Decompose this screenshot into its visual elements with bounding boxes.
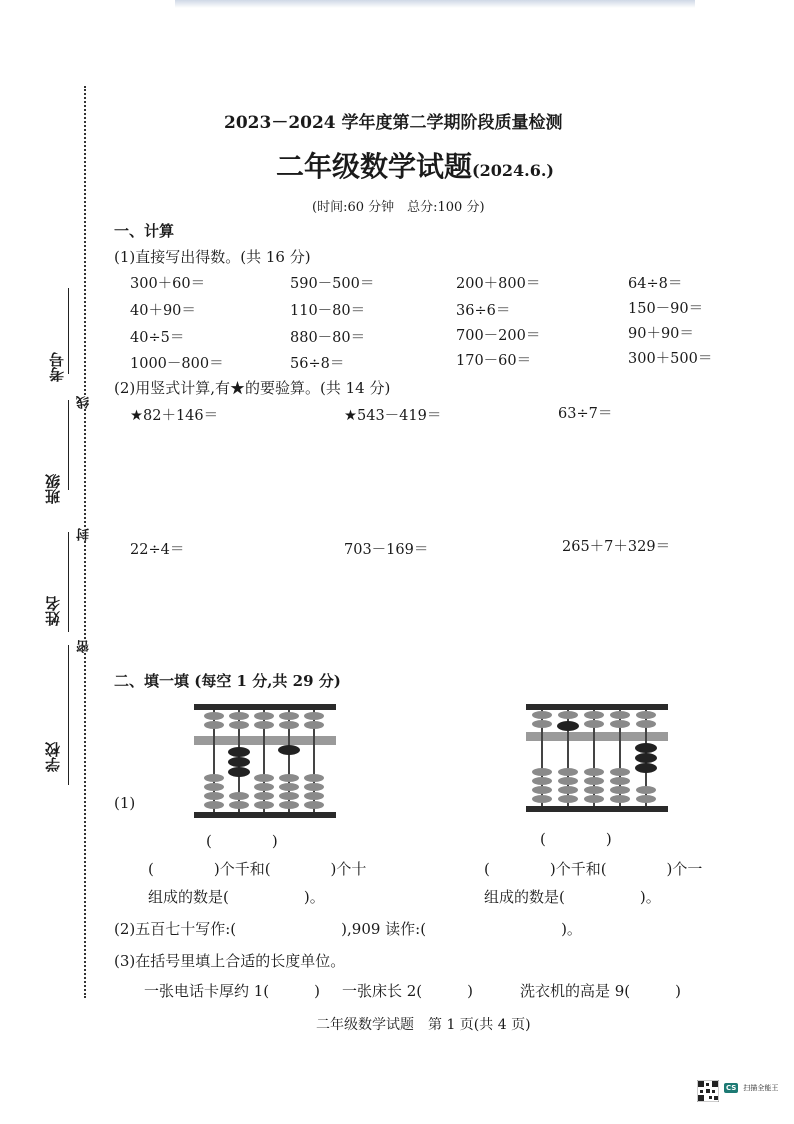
vertical-calc-item: 63÷7＝	[558, 406, 613, 422]
class-blank[interactable]	[68, 400, 69, 490]
abacus-left-compose[interactable]: 组成的数是( )。	[148, 888, 325, 906]
s1-q2-title: (2)用竖式计算,有★的要验算。(共 14 分)	[114, 379, 391, 397]
school-blank[interactable]	[68, 645, 69, 785]
calc-item: 590－500＝	[290, 276, 375, 292]
name-label: 姓名	[44, 596, 62, 626]
scanner-watermark	[724, 1083, 784, 1101]
exam-title-row	[276, 145, 554, 185]
s1-q1-title: (1)直接写出得数。(共 16 分)	[114, 248, 311, 266]
school-label: 学校	[44, 742, 62, 772]
abacus-left-fill[interactable]: ( )个千和( )个十	[148, 860, 367, 878]
abacus-right-answer[interactable]: ( )	[540, 830, 612, 848]
s2-q2[interactable]: (2)五百七十写作:( ),909 读作:( )。	[114, 920, 582, 938]
calc-item: 40＋90＝	[130, 303, 196, 319]
section1-title: 一、计算	[114, 222, 175, 240]
exam-note: (时间:60 分钟 总分:100 分)	[312, 200, 485, 215]
seal-xian: 线	[77, 396, 92, 409]
exam-subtitle: 2023－2024 学年度第二学期阶段质量检测	[224, 113, 563, 133]
length-unit-item[interactable]: 洗衣机的高是 9( )	[520, 982, 682, 1000]
abacus-right-compose[interactable]: 组成的数是( )。	[484, 888, 661, 906]
s2-q3-title: (3)在括号里填上合适的长度单位。	[114, 952, 346, 970]
exam-no-label: 考号	[48, 352, 66, 382]
abacus-right-image	[524, 702, 670, 814]
calc-item: 300＋60＝	[130, 276, 206, 292]
seal-mi: 密	[77, 640, 92, 653]
binding-dotted-line	[84, 86, 86, 998]
calc-item: 36÷6＝	[456, 303, 511, 319]
calc-item: 1000－800＝	[130, 356, 224, 372]
calc-item: 200＋800＝	[456, 276, 541, 292]
vertical-calc-item: ★82＋146＝	[130, 408, 219, 424]
calc-item: 90＋90＝	[628, 326, 694, 342]
calc-item: 110－80＝	[290, 303, 366, 319]
vertical-calc-item: 703－169＝	[344, 542, 429, 558]
length-unit-item[interactable]: 一张电话卡厚约 1( )	[144, 982, 321, 1000]
vertical-calc-item: ★543－419＝	[344, 408, 442, 424]
length-unit-item[interactable]: 一张床长 2( )	[342, 982, 474, 1000]
abacus-left-answer[interactable]: ( )	[206, 832, 278, 850]
vertical-calc-item: 265＋7＋329＝	[562, 539, 671, 555]
calc-item: 700－200＝	[456, 328, 541, 344]
calc-item: 150－90＝	[628, 301, 704, 317]
s2-q1-label: (1)	[114, 794, 136, 812]
page-footer: 二年级数学试题 第 1 页(共 4 页)	[316, 1017, 531, 1033]
abacus-left-image	[192, 702, 338, 820]
qr-code-icon	[697, 1080, 719, 1102]
calc-item: 40÷5＝	[130, 330, 185, 346]
vertical-calc-item: 22÷4＝	[130, 542, 185, 558]
calc-item: 64÷8＝	[628, 276, 683, 292]
scanner-badge-icon: CS	[726, 1084, 737, 1092]
class-label: 班级	[44, 474, 62, 504]
calc-item: 880－80＝	[290, 330, 366, 346]
calc-item: 300＋500＝	[628, 351, 713, 367]
exam-title: 二年级数学试题	[276, 150, 473, 183]
calc-item: 56÷8＝	[290, 356, 345, 372]
seal-feng: 封	[77, 528, 92, 541]
abacus-right-fill[interactable]: ( )个千和( )个一	[484, 860, 703, 878]
section2-title: 二、填一填 (每空 1 分,共 29 分)	[114, 672, 341, 690]
scanner-text: 扫描全能王	[743, 1084, 779, 1092]
scan-smudge	[175, 0, 695, 8]
name-blank[interactable]	[68, 532, 69, 632]
exam-no-blank[interactable]	[68, 288, 69, 374]
calc-item: 170－60＝	[456, 353, 532, 369]
exam-date: (2024.6.)	[472, 161, 554, 180]
